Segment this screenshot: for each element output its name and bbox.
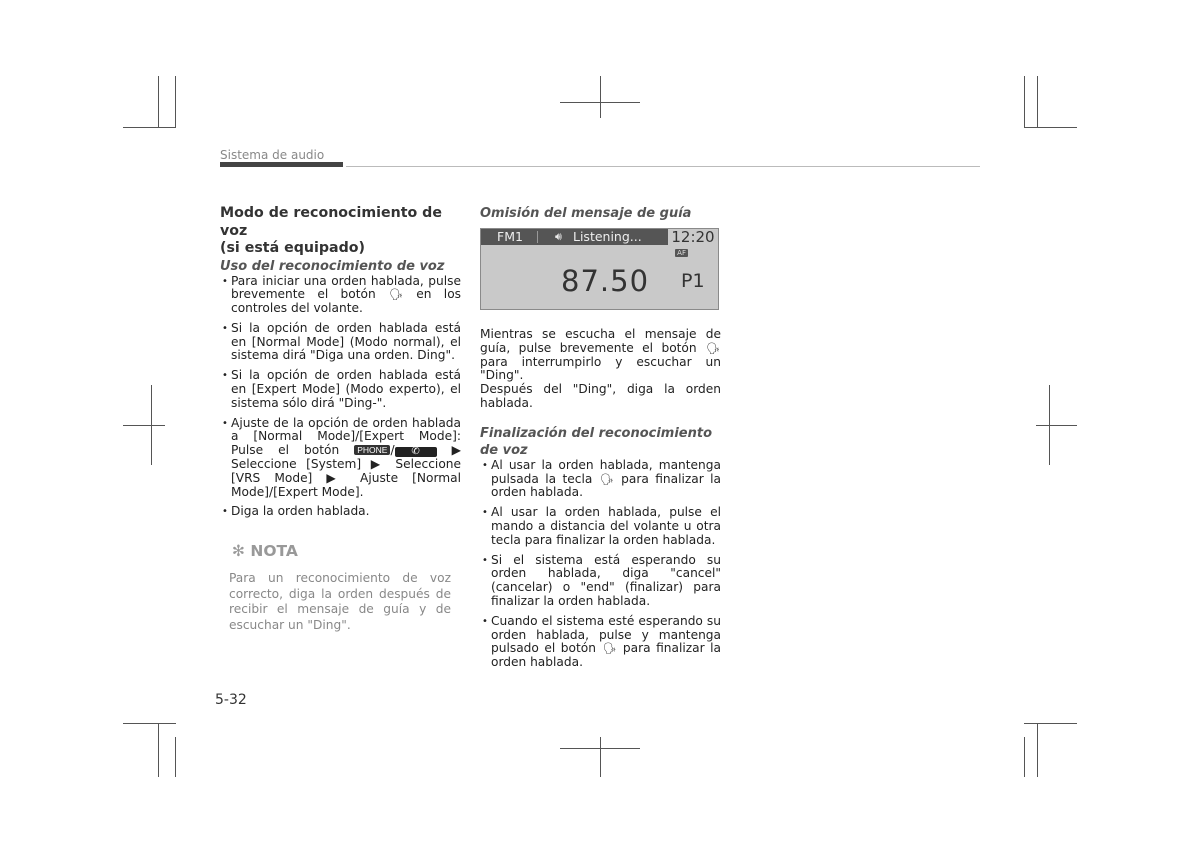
instruction-list (220, 275, 461, 520)
crop-mark (1037, 723, 1038, 777)
listening-status: Listening... (573, 229, 642, 244)
voice-talk-icon: 🗣︎ (389, 288, 403, 302)
crop-mark (600, 76, 601, 118)
crop-mark (123, 425, 165, 426)
crop-mark (1024, 127, 1077, 128)
left-column (220, 205, 461, 633)
frequency-readout: 87.50 (561, 264, 650, 298)
right-column (480, 205, 721, 676)
list-item: • Si la opción de orden hablada está en [Normal Mode] (Modo normal), el sistema dirá "Diga una orden. Ding". (220, 322, 461, 363)
crop-mark (1024, 723, 1077, 724)
af-badge: AF (677, 249, 686, 257)
list-item: • Ajuste de la opción de orden hablada a [Normal Mode]/[Expert Mode]: Pulse el botón PHONE / ✆︎ ▶ Seleccione [System] ▶ Seleccione [VRS Mode] ▶ Ajuste [Normal Mode]/[Expert Mode]. (220, 417, 461, 500)
subsection-heading: Uso del reconocimiento de voz (220, 258, 445, 274)
phone-button-icon: PHONE (354, 445, 390, 455)
crop-mark (1024, 76, 1025, 128)
note-title: ✻ NOTA (232, 542, 298, 561)
divider (537, 231, 538, 243)
arrow-right-icon: ▶ (436, 443, 461, 458)
instruction-list (480, 459, 721, 670)
call-button-icon: ✆︎ (395, 447, 437, 457)
subsection-heading: Omisión del mensaje de guía (480, 206, 692, 221)
list-item: • Al usar la orden hablada, pulse el mando a distancia del volante u otra tecla para finalizar la orden hablada. (480, 506, 721, 547)
preset-label: P1 (681, 270, 705, 292)
arrow-right-icon: ▶ (370, 457, 386, 472)
list-item: • Al usar la orden hablada, mantenga pulsada la tecla 🗣︎ para finalizar la orden hablada. (480, 459, 721, 500)
voice-recognition-icon: 🔊︎ (555, 230, 562, 243)
crop-mark (175, 76, 176, 128)
crop-mark (158, 76, 159, 128)
voice-talk-icon: 🗣︎ (706, 341, 720, 355)
crop-mark (1036, 425, 1077, 426)
clock: 12:20 (668, 229, 718, 247)
crop-mark (123, 127, 176, 128)
voice-talk-icon: 🗣︎ (599, 472, 614, 486)
header-rule (346, 166, 980, 167)
crop-mark (158, 723, 159, 777)
list-item: • Si el sistema está esperando su orden hablada, diga "cancel" (cancelar) o "end" (finalizar) para finalizar la orden hablada. (480, 554, 721, 609)
subsection-heading: Finalización del reconocimiento de voz (480, 425, 713, 458)
crop-mark (1024, 737, 1025, 777)
page-number: 5-32 (215, 692, 247, 708)
list-item: • Cuando el sistema esté esperando su orden hablada, pulse y mantenga pulsado el botón 🗣︎ para finalizar la orden hablada. (480, 615, 721, 670)
note-body: Para un reconocimiento de voz correcto, diga la orden después de recibir el mensaje de guía y de escuchar un "Ding". (229, 571, 451, 632)
crop-mark (123, 723, 176, 724)
crop-mark (600, 737, 601, 777)
voice-talk-icon: 🗣︎ (602, 642, 617, 656)
radio-display-screen (480, 228, 719, 310)
paragraph: Mientras se escucha el mensaje de guía, pulse brevemente el botón 🗣︎ para interrumpirlo y escuchar un "Ding". (480, 327, 721, 383)
crop-mark (175, 737, 176, 777)
band-label: FM1 (497, 229, 523, 244)
crop-mark (560, 748, 640, 749)
list-item: • Diga la orden hablada. (220, 505, 461, 519)
list-item: • Si la opción de orden hablada está en [Expert Mode] (Modo experto), el sistema sólo dirá "Ding-". (220, 369, 461, 410)
section-title: Sistema de audio (220, 148, 325, 162)
section-heading: Modo de reconocimiento de voz (si está equipado) (220, 205, 442, 256)
crop-mark (560, 102, 640, 103)
arrow-right-icon: ▶ (326, 470, 346, 485)
paragraph: Después del "Ding", diga la orden hablada. (480, 382, 721, 410)
list-item: • Para iniciar una orden hablada, pulse brevemente el botón 🗣︎ en los controles del volante. (220, 275, 461, 316)
crop-mark (1037, 76, 1038, 128)
header-bar (220, 162, 343, 167)
